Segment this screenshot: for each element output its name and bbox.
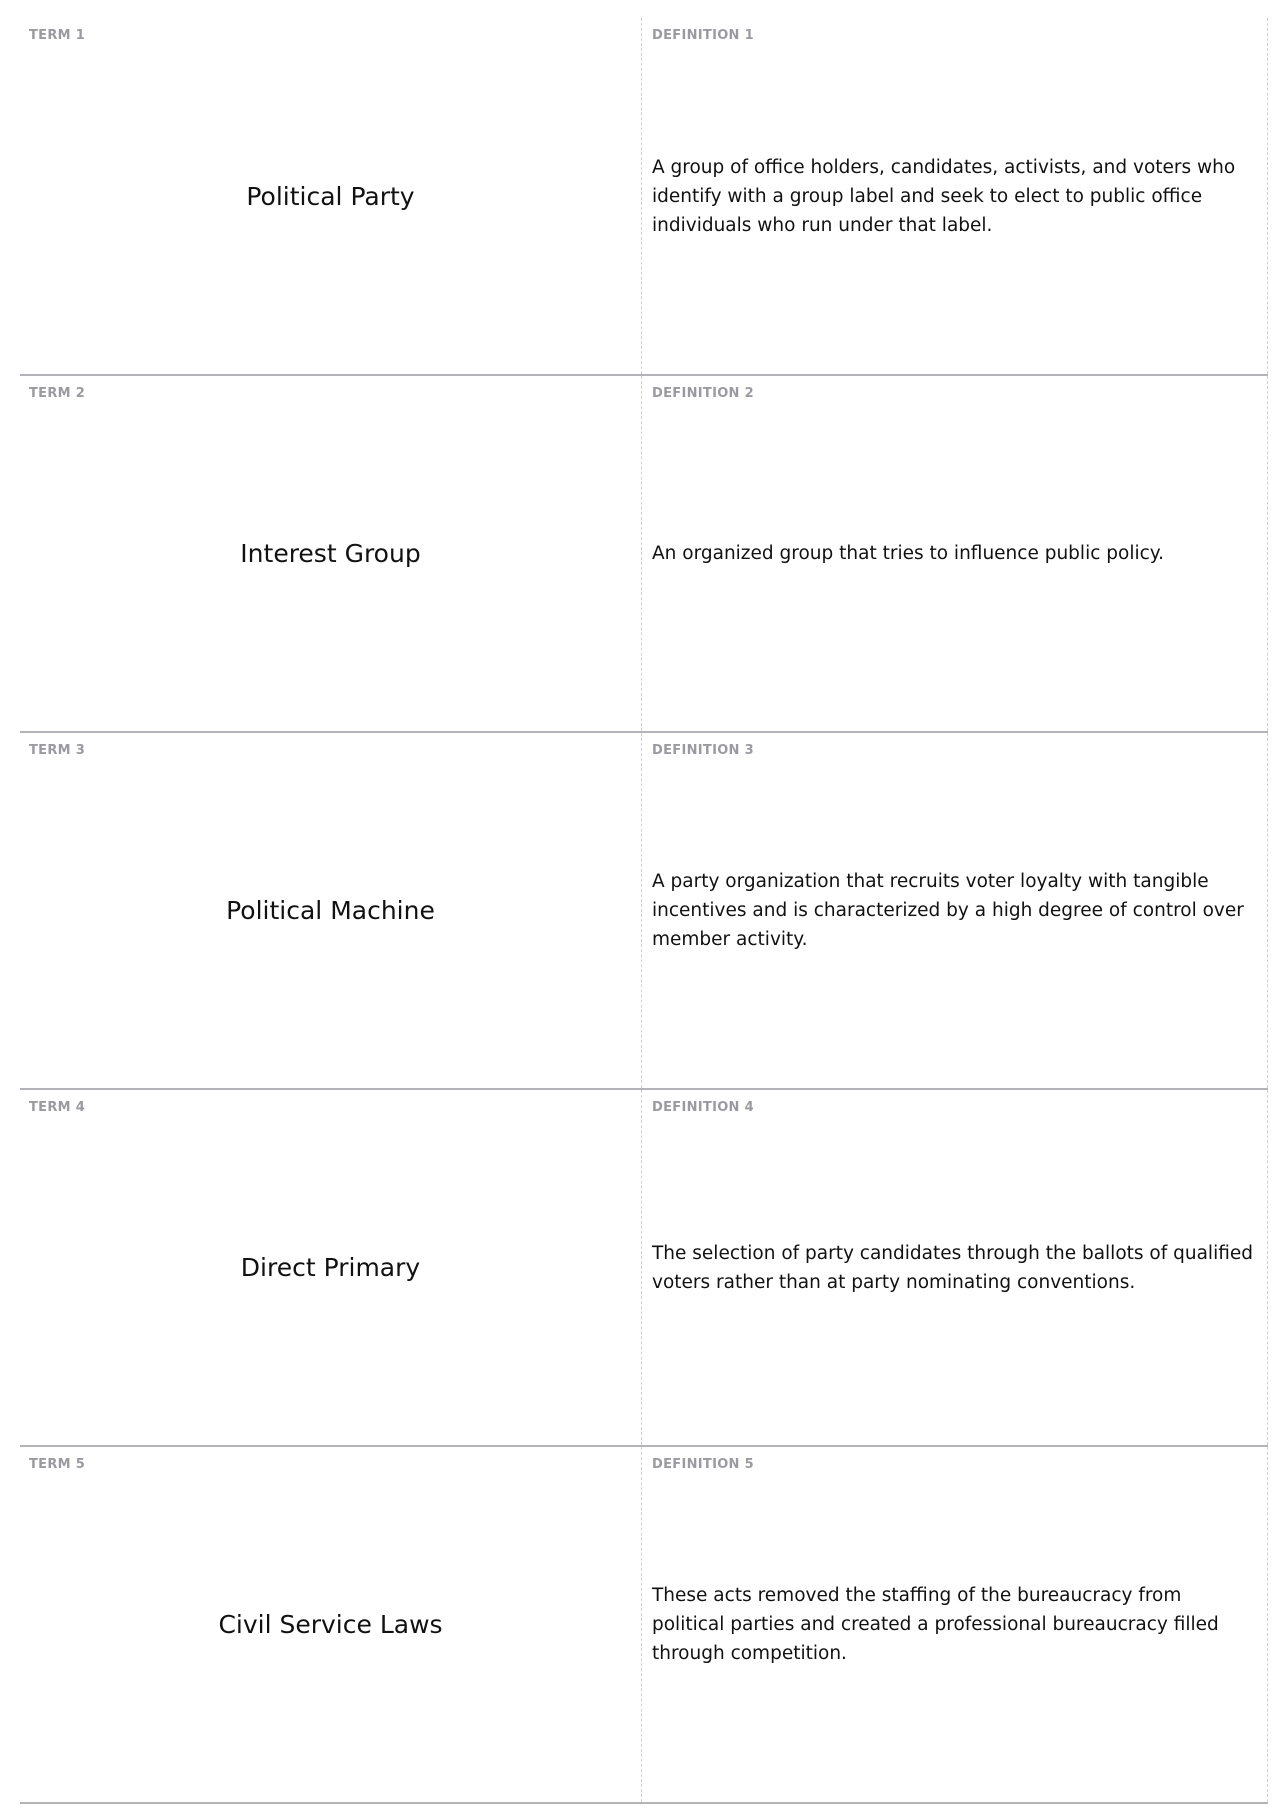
definition-cell [642,733,1268,1088]
definition-label: DEFINITION 2 [652,386,754,401]
flashcard-row [20,18,1268,376]
flashcard-row [20,733,1268,1090]
term-cell [20,376,642,731]
term-text: Civil Service Laws [218,1610,443,1639]
flashcard-row [20,1447,1268,1804]
definition-text: The selection of party candidates through the ballots of qualified voters rather than at party nominating conventions. [652,1242,1253,1293]
definition-label: DEFINITION 5 [652,1457,754,1472]
definition-text: An organized group that tries to influence public policy. [652,543,1164,564]
definition-cell [642,1090,1268,1445]
term-text: Political Machine [226,896,435,925]
flashcard-row [20,376,1268,733]
definition-label: DEFINITION 4 [652,1100,754,1115]
term-text: Interest Group [240,539,421,568]
definition-label: DEFINITION 1 [652,28,754,43]
term-label: TERM 3 [29,743,86,758]
definition-text: A group of office holders, candidates, activists, and voters who identify with a group label and seek to elect to public office individuals who run under that label. [652,156,1236,236]
definition-cell [642,376,1268,731]
flashcard-sheet [20,18,1268,1804]
term-cell [20,1090,642,1445]
definition-cell [642,1447,1268,1802]
flashcard-row [20,1090,1268,1447]
term-text: Direct Primary [240,1253,421,1282]
term-text: Political Party [246,181,415,211]
term-cell [20,733,642,1088]
definition-text: These acts removed the staffing of the bureaucracy from political parties and created a professional bureaucracy filled through competition. [652,1585,1219,1664]
term-label: TERM 2 [29,386,86,401]
definition-label: DEFINITION 3 [652,743,754,758]
term-cell [20,1447,642,1802]
term-label: TERM 5 [29,1457,86,1472]
definition-text: A party organization that recruits voter loyalty with tangible incentives and is characterized by a high degree of control over member activity. [652,871,1244,950]
term-label: TERM 4 [29,1100,86,1115]
term-label: TERM 1 [29,28,86,43]
term-cell [20,18,642,374]
definition-cell [642,18,1268,374]
